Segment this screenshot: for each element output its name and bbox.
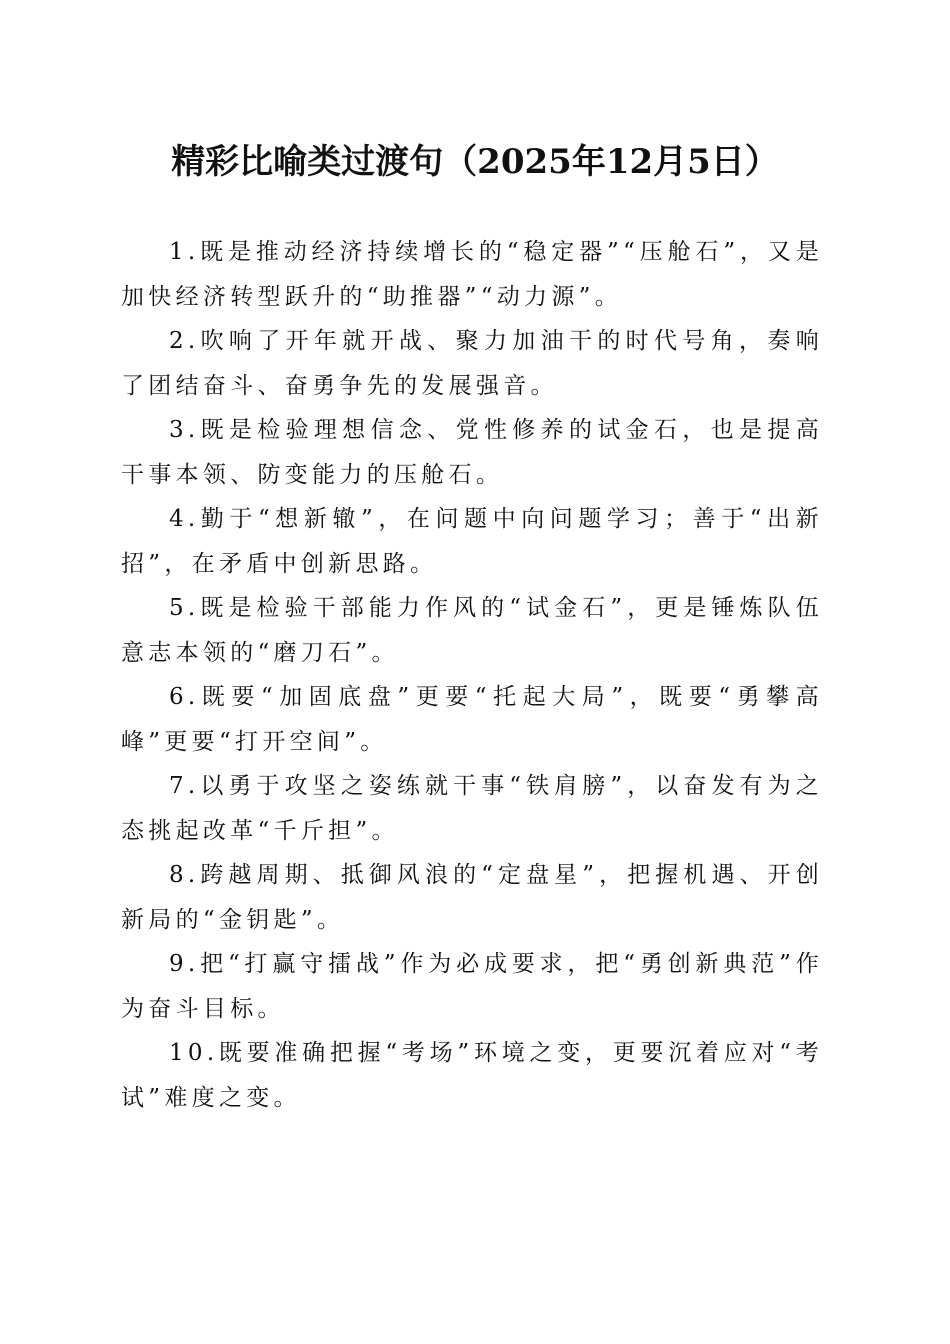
paragraph-9: 9.把“打赢守擂战”作为必成要求，把“勇创新典范”作为奋斗目标。 (121, 951, 823, 1022)
paragraph-8: 8.跨越周期、抵御风浪的“定盘星”，把握机遇、开创新局的“金钥匙”。 (121, 862, 823, 933)
paragraph-7: 7.以勇于攻坚之姿练就干事“铁肩膀”，以奋发有为之态挑起改革“千斤担”。 (121, 773, 823, 844)
document-body (121, 230, 823, 1120)
paragraph-2: 2.吹响了开年就开战、聚力加油干的时代号角，奏响了团结奋斗、奋勇争先的发展强音。 (121, 328, 823, 399)
paragraph-6: 6.既要“加固底盘”更要“托起大局”，既要“勇攀高峰”更要“打开空间”。 (121, 684, 823, 755)
paragraph-3: 3.既是检验理想信念、党性修养的试金石，也是提高干事本领、防变能力的压舱石。 (121, 417, 823, 488)
paragraph-4: 4.勤于“想新辙”，在问题中向问题学习；善于“出新招”，在矛盾中创新思路。 (121, 506, 823, 577)
paragraph-10: 10.既要准确把握“考场”环境之变，更要沉着应对“考试”难度之变。 (121, 1040, 823, 1111)
paragraph-1: 1.既是推动经济持续增长的“稳定器”“压舱石”，又是加快经济转型跃升的“助推器”“动力源”。 (121, 239, 823, 310)
paragraph-5: 5.既是检验干部能力作风的“试金石”，更是锤炼队伍意志本领的“磨刀石”。 (121, 595, 823, 666)
document-title: 精彩比喻类过渡句（2025年12月5日） (171, 142, 779, 182)
